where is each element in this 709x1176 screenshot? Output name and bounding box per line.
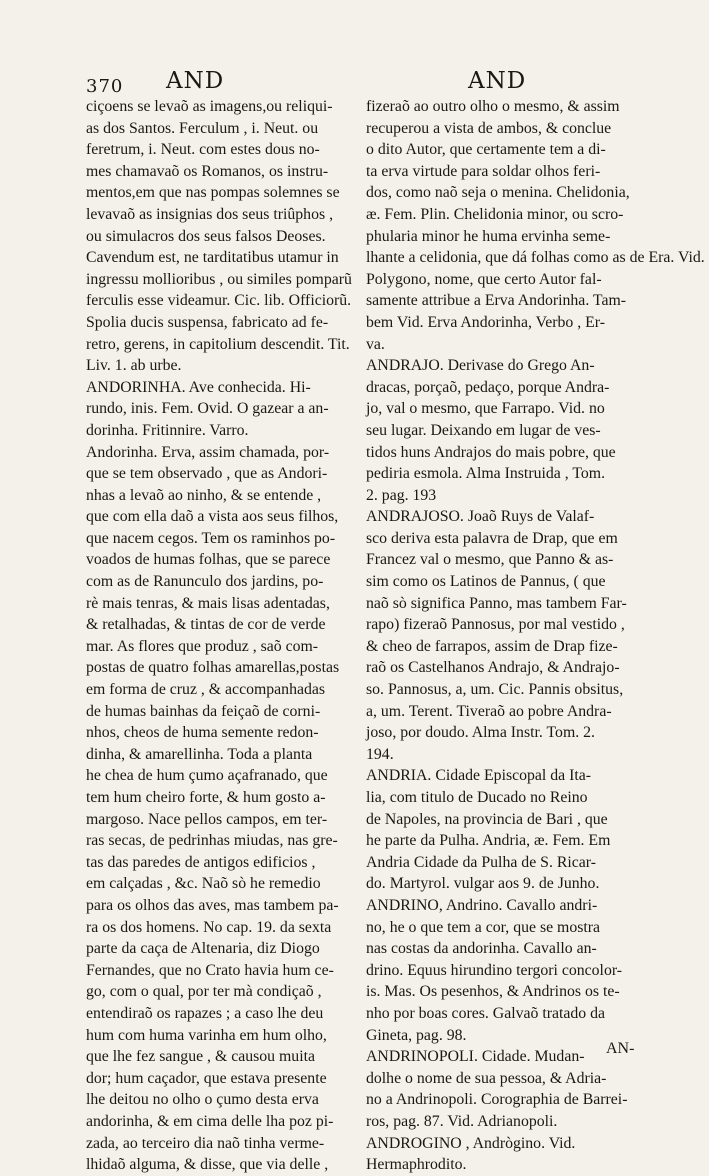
text-line: phularia minor he huma ervinha seme- (366, 227, 611, 245)
text-line: no a Andrinopoli. Corographia de Barrei- (366, 1091, 628, 1109)
text-line: va. (366, 335, 385, 353)
text-line: nhas a levaõ ao ninho, & se entende , (86, 486, 322, 504)
text-line: ANDORINHA. Ave conhecida. Hi- (86, 378, 311, 396)
text-line: para os olhos das aves, mas tambem pa- (86, 896, 339, 914)
text-line: ferculis esse videamur. Cic. lib. Officiorũ. (86, 292, 352, 310)
text-line: sim como os Latinos de Pannus, ( que (366, 573, 606, 591)
text-line: Polygono, nome, que certo Autor fal- (366, 270, 602, 288)
right-column (366, 96, 705, 1176)
text-line: æ. Fem. Plin. Chelidonia minor, ou scro- (366, 205, 624, 223)
text-line: samente attribue a Erva Andorinha. Tam- (366, 292, 627, 310)
left-column (86, 96, 360, 1176)
text-line: Francez val o mesmo, que Panno & as- (366, 551, 614, 569)
text-line: que com ella daõ a vista aos seus filhos, (86, 508, 339, 526)
text-line: tas das paredes de antigos edificios , (86, 853, 316, 871)
text-line: de Napoles, na provincia de Bari , que (366, 810, 608, 828)
text-line: ANDRINO, Andrino. Cavallo andri- (366, 896, 598, 914)
text-line: & cheo de farrapos, assim de Drap fize- (366, 637, 618, 655)
page-number: 370 (86, 76, 124, 97)
text-line: so. Pannosus, a, um. Cic. Pannis obsitus, (366, 681, 624, 699)
text-line: bem Vid. Erva Andorinha, Verbo , Er- (366, 313, 606, 331)
text-line: he parte da Pulha. Andria, æ. Fem. Em (366, 832, 611, 850)
text-line: com as de Ranunculo dos jardins, po- (86, 573, 324, 591)
text-line: go, com o qual, por ter mà condiçaõ , (86, 983, 322, 1001)
text-line: 194. (366, 745, 394, 763)
text-line: ras secas, de pedrinhas miudas, nas gre- (86, 832, 338, 850)
text-line: as dos Santos. Ferculum , i. Neut. ou (86, 119, 319, 137)
text-line: ta erva virtude para soldar olhos feri- (366, 162, 601, 180)
text-line: mentos,em que nas pompas solemnes se (86, 184, 340, 202)
text-line: naõ sò significa Panno, mas tambem Far- (366, 594, 627, 612)
text-line: parte da caça de Altenaria, diz Diogo (86, 940, 320, 958)
text-line: mes chamavaõ os Romanos, os instru- (86, 162, 329, 180)
text-line: no, he o que tem a cor, que se mostra (366, 918, 601, 936)
text-line: postas de quatro folhas amarellas,postas (86, 659, 340, 677)
text-line: dinha, & amarellinha. Toda a planta (86, 745, 313, 763)
text-line: nas costas da andorinha. Cavallo an- (366, 940, 597, 958)
text-line: nhos, cheos de huma semente redon- (86, 724, 319, 742)
text-line: lhante a celidonia, que dá folhas como as de Era. Vid. (366, 249, 705, 267)
text-line: dor; hum caçador, que estava presente (86, 1069, 327, 1087)
text-line: pediria esmola. Alma Instruida , Tom. (366, 465, 606, 483)
text-line: voados de humas folhas, que se parece (86, 551, 331, 569)
text-line: ra os dos homens. No cap. 19. da sexta (86, 918, 332, 936)
text-line: lhe deitou no olho o çumo desta erva (86, 1091, 319, 1109)
text-line: de humas bainhas da feiçaõ de corni- (86, 702, 321, 720)
text-line: mar. As flores que produz , saõ com- (86, 637, 319, 655)
text-line: lia, com titulo de Ducado no Reino (366, 789, 588, 806)
text-line: ciçoens se levaõ as imagens,ou reliqui- (86, 98, 333, 115)
text-line: do. Martyrol. vulgar aos 9. de Junho. (366, 875, 600, 893)
text-line: hum com huma varinha em hum olho, (86, 1026, 327, 1044)
text-line: o dito Autor, que certamente tem a di- (366, 141, 606, 159)
text-line: Spolia ducis suspensa, fabricato ad fe- (86, 313, 329, 331)
text-line: Andorinha. Erva, assim chamada, por- (86, 443, 330, 461)
text-line: ANDRIA. Cidade Episcopal da Ita- (366, 767, 592, 785)
text-line: he chea de hum çumo açafranado, que (86, 767, 328, 785)
text-line: ANDRAJOSO. Joaõ Ruys de Valaf- (366, 508, 595, 526)
text-line: raõ os Castelhanos Andrajo, & Andrajo- (366, 659, 620, 677)
text-line: que nacem cegos. Tem os raminhos po- (86, 529, 336, 547)
text-line: rapo) fizeraõ Pannosus, por mal vestido , (366, 616, 625, 634)
text-line: seu lugar. Deixando em lugar de ves- (366, 421, 601, 439)
text-line: & retalhadas, & tintas de cor de verde (86, 616, 326, 634)
text-line: ou simulacros dos seus falsos Deoses. (86, 227, 326, 245)
text-line: fizeraõ ao outro olho o mesmo, & assim (366, 98, 620, 115)
text-line: Gineta, pag. 98. (366, 1026, 467, 1044)
text-line: recuperou a vista de ambos, & conclue (366, 119, 612, 137)
text-line: dracas, porçaõ, pedaço, porque Andra- (366, 378, 610, 396)
text-line: rè mais tenras, & mais lisas adentadas, (86, 594, 330, 612)
text-line: dorinha. Fritinnire. Varro. (86, 421, 249, 439)
text-line: Fernandes, que no Crato havia hum ce- (86, 961, 334, 979)
text-line: em calçadas , &c. Naõ sò he remedio (86, 875, 321, 893)
text-line: Liv. 1. ab urbe. (86, 357, 182, 375)
text-line: jo, val o mesmo, que Farrapo. Vid. no (366, 400, 605, 418)
catchword: AN- (606, 1040, 635, 1057)
text-line: zada, ao terceiro dia naõ tinha verme- (86, 1134, 325, 1152)
text-line: Hermaphrodito. (366, 1156, 467, 1174)
text-line: sco deriva esta palavra de Drap, que em (366, 529, 618, 547)
running-head-right: AND (468, 68, 527, 94)
text-line: is. Mas. Os pesenhos, & Andrinos os te- (366, 983, 620, 1001)
text-line: que lhe fez sangue , & causou muita (86, 1048, 315, 1066)
text-line: feretrum, i. Neut. com estes dous no- (86, 141, 320, 159)
text-line: tidos huns Andrajos do mais pobre, que (366, 443, 616, 461)
text-line: andorinha, & em cima delle lha poz pi- (86, 1112, 334, 1130)
text-line: tem hum cheiro forte, & hum gosto a- (86, 789, 326, 806)
text-line: joso, por doudo. Alma Instr. Tom. 2. (366, 724, 595, 742)
text-line: Cavendum est, ne tarditatibus utamur in (86, 249, 339, 267)
text-line: a, um. Terent. Tiveraõ ao pobre Andra- (366, 702, 612, 720)
text-line: que se tem observado , que as Andori- (86, 465, 328, 483)
text-line: lhidaõ alguma, & disse, que via delle , (86, 1156, 329, 1174)
text-line: 2. pag. 193 (366, 486, 437, 504)
text-line: margoso. Nace pellos campos, em ter- (86, 810, 328, 828)
text-line: ingressu mollioribus , ou similes pomparũ (86, 270, 352, 288)
text-line: ANDRAJO. Derivase do Grego An- (366, 357, 595, 375)
text-line: retro, gerens, in capitolium descendit. Tit. (86, 335, 350, 353)
text-line: ANDROGINO , Andrògino. Vid. (366, 1134, 576, 1152)
text-line: levavaõ as insignias dos seus triûphos , (86, 205, 334, 223)
text-line: dos, como naõ seja o menina. Chelidonia, (366, 184, 630, 202)
text-line: ANDRINOPOLI. Cidade. Mudan- (366, 1048, 585, 1066)
text-line: Andria Cidade da Pulha de S. Ricar- (366, 853, 596, 871)
text-line: entendiraõ os rapazes ; a caso lhe deu (86, 1004, 324, 1022)
text-line: rundo, inis. Fem. Ovid. O gazear a an- (86, 400, 329, 418)
text-line: nho por boas cores. Galvaõ tratado da (366, 1004, 606, 1022)
text-line: drino. Equus hirundino tergori concolor- (366, 961, 623, 979)
running-head-left: AND (166, 68, 225, 94)
text-line: em forma de cruz , & accompanhadas (86, 681, 326, 699)
text-line: dolhe o nome de sua pessoa, & Adria- (366, 1069, 607, 1087)
text-line: ros, pag. 87. Vid. Adrianopoli. (366, 1112, 558, 1130)
